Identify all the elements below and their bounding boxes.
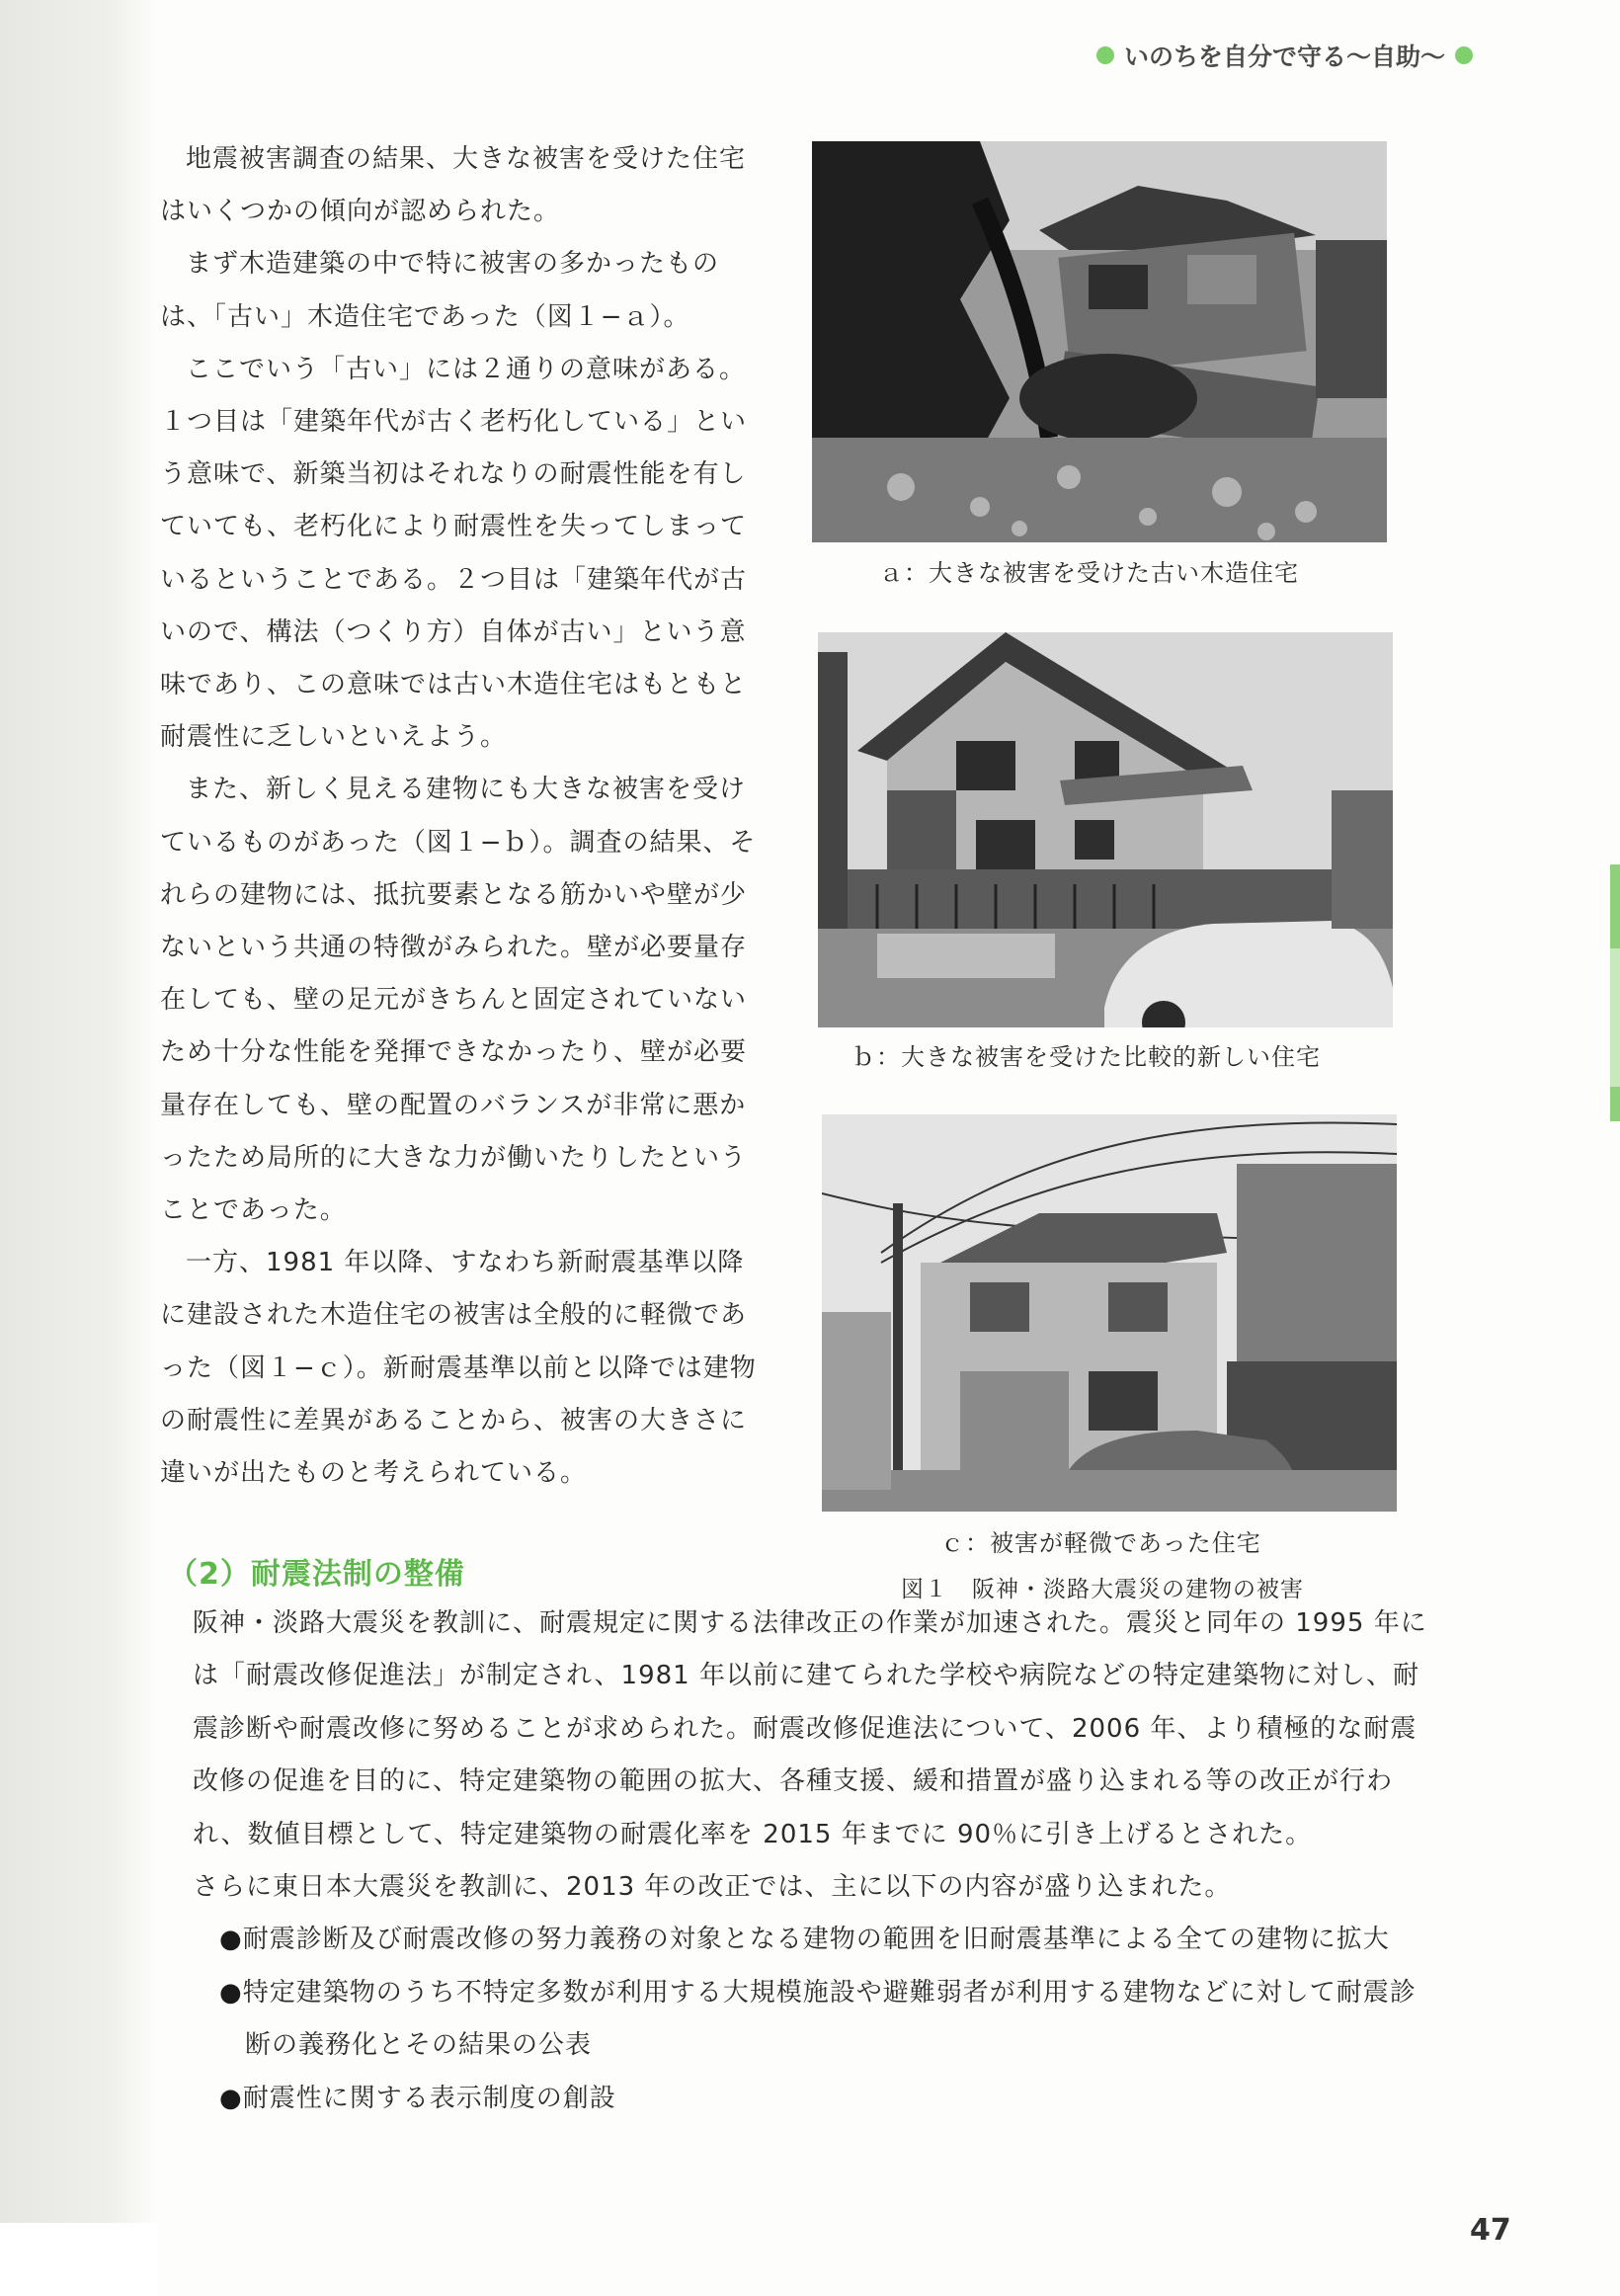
photo-c-lightly-damaged-house [822, 1114, 1397, 1512]
caption-a: ａ：大きな被害を受けた古い木造住宅 [879, 559, 1299, 587]
bullet-list [163, 1914, 1427, 2125]
page-corner [0, 2223, 158, 2296]
body-text-column [160, 133, 768, 1500]
figure-title: 図１ 阪神・淡路大震災の建物の被害 [901, 1577, 1304, 1602]
running-header [1096, 38, 1511, 73]
paragraph: 阪神・淡路大震災を教訓に、耐震規定に関する法律改正の作業が加速された。震災と同年の 1995 年には「耐震改修促進法」が制定され、1981 年以前に建てられた学校や病院などの特定建築物に対し、耐震診断や耐震改修に努めることが求められた。耐震改修促進法について、2006 年、より積極的な耐震改修の促進を目的に、特定建築物の範囲の拡大、各種支援、緩和措置が盛り込まれる等の改正が行われ、数値目標として、特定建築物の耐震化率を 2015 年までに 90％に引き上げるとされた。 [193, 1608, 1427, 1849]
photo-a-collapsed-old-house [812, 141, 1387, 542]
chapter-tab-marker-light [1610, 948, 1620, 1087]
paragraph: また、新しく見える建物にも大きな被害を受けているものがあった（図１−ｂ）。調査の結果、それらの建物には、抵抗要素となる筋かいや壁が少ないという共通の特徴がみられた。壁が必要量存在しても、壁の足元がきちんと固定されていないため十分な性能を発揮できなかったり、壁が必要量存在しても、壁の配置のバランスが非常に悪かったため局所的に大きな力が働いたりしたということであった。 [160, 775, 757, 1226]
list-item: ● 特定建築物のうち不特定多数が利用する大規模施設や避難弱者が利用する建物などに対して耐震診断の義務化とその結果の公表 [219, 1967, 1427, 2073]
paragraph: 一方、1981 年以降、すなわち新耐震基準以降に建設された木造住宅の被害は全般的に軽微であった（図１−ｃ）。新耐震基準以前と以降では建物の耐震性に差異があることから、被害の大きさに違いが出たものと考えられている。 [160, 1248, 757, 1489]
list-item: ● 耐震性に関する表示制度の創設 [219, 2073, 1427, 2125]
photo-b-damaged-newer-house [818, 632, 1393, 1027]
paragraph: まず木造建築の中で特に被害の多かったものは、「古い」木造住宅であった（図１−ａ）。 [160, 249, 720, 332]
caption-c: ｃ：被害が軽微であった住宅 [940, 1529, 1261, 1557]
section-heading: （2）耐震法制の整備 [168, 1557, 465, 1592]
bullet-dot-icon [1096, 46, 1114, 64]
caption-b: ｂ：大きな被害を受けた比較的新しい住宅 [851, 1043, 1321, 1071]
paragraph: 地震被害調査の結果、大きな被害を受けた住宅はいくつかの傾向が認められた。 [160, 144, 747, 227]
bullet-dot-icon [1455, 46, 1473, 64]
paragraph: ここでいう「古い」には２通りの意味がある。１つ目は「建築年代が古く老朽化している」という意味で、新築当初はそれなりの耐震性能を有していても、老朽化により耐震性を失ってしまっているということである。２つ目は「建築年代が古いので、構法（つくり方）自体が古い」という意味であり、この意味では古い木造住宅はもともと耐震性に乏しいといえよう。 [160, 354, 748, 753]
list-item: ● 耐震診断及び耐震改修の努力義務の対象となる建物の範囲を旧耐震基準による全ての建物に拡大 [219, 1914, 1427, 1966]
section-body [163, 1598, 1427, 2125]
paragraph: さらに東日本大震災を教訓に、2013 年の改正では、主に以下の内容が盛り込まれた。 [193, 1872, 1232, 1903]
header-title: いのちを自分で守る〜自助〜 [1124, 42, 1446, 71]
page-number: 47 [1470, 2213, 1511, 2248]
page-gutter-shadow [0, 0, 158, 2296]
